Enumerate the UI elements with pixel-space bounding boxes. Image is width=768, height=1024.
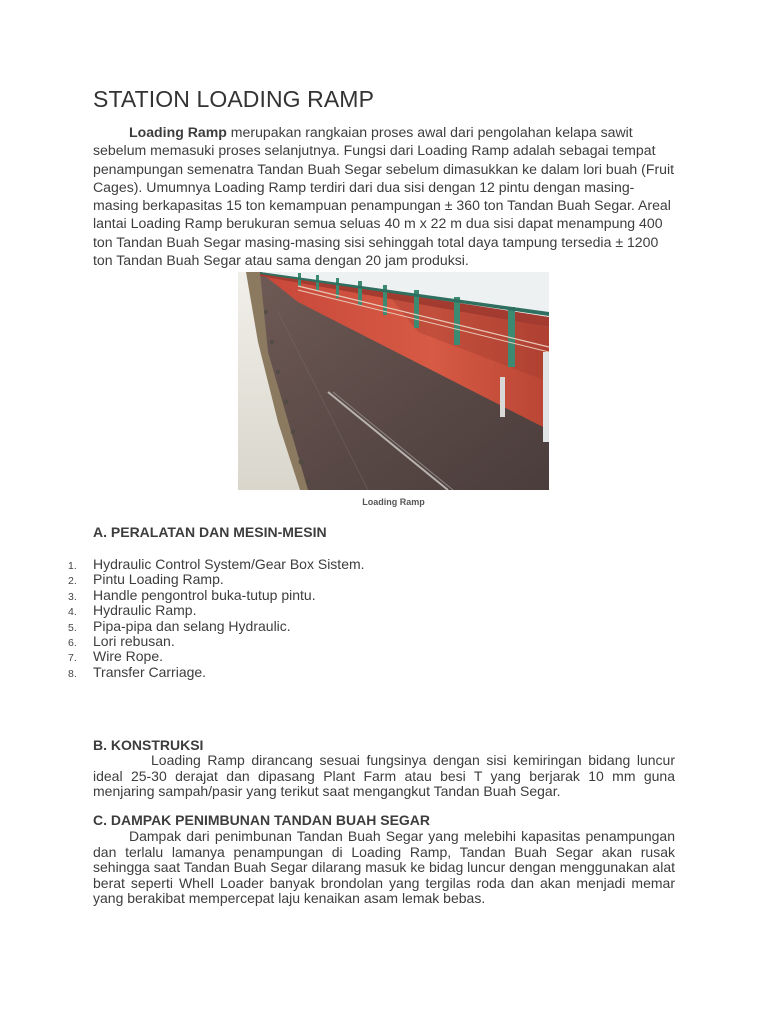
list-number: 7. bbox=[68, 652, 77, 665]
list-number: 6. bbox=[68, 636, 77, 649]
list-number: 8. bbox=[68, 667, 77, 680]
list-item bbox=[68, 603, 365, 618]
list-item bbox=[68, 619, 365, 634]
list-number: 5. bbox=[68, 621, 77, 634]
section-b-paragraph: Loading Ramp dirancang sesuai fungsinya dengan sisi kemiringan bidang luncur ideal 25-30 derajat dan dipasang Plant Farm atau besi T yang berjarak 10 mm guna menjaring sampah/pasir yang terikut saat mengangkut Tandan Buah Segar. bbox=[93, 752, 675, 799]
list-item-text: Hydraulic Control System/Gear Box Sistem. bbox=[93, 556, 365, 572]
intro-paragraph bbox=[93, 123, 678, 269]
list-item bbox=[68, 588, 365, 603]
list-item bbox=[68, 572, 365, 587]
list-item-text: Hydraulic Ramp. bbox=[93, 602, 197, 619]
list-number: 4. bbox=[68, 606, 77, 619]
section-a-heading: A. PERALATAN DAN MESIN-MESIN bbox=[93, 524, 327, 540]
list-number: 3. bbox=[68, 590, 77, 603]
list-item-text: Transfer Carriage. bbox=[93, 663, 207, 680]
intro-text: merupakan rangkaian proses awal dari pengolahan kelapa sawit sebelum memasuki proses selanjutnya. Fungsi dari Loading Ramp adalah sebagai tempat penampungan semenatra Tandan Buah Segar sebelum dimasukkan ke dalam lori buah (Fruit Cages). Umumnya Loading Ramp terdiri dari dua sisi dengan 12 pintu dengan masing-masing berkapasitas 15 ton kemampuan penampungan ± 360 ton Tandan Buah Segar. Areal lantai Loading Ramp berukuran semua seluas 40 m x 22 m dua sisi dapat menampung 400 ton Tandan Buah Segar masing-masing sisi sehinggah total daya tampung tersedia ± 1200 ton Tandan Buah Segar atau sama dengan 20 jam produksi. bbox=[93, 124, 675, 269]
photo-caption: Loading Ramp bbox=[362, 497, 425, 507]
intro-bold-lead: Loading Ramp bbox=[129, 124, 227, 140]
list-item bbox=[68, 649, 365, 664]
list-item bbox=[68, 634, 365, 649]
list-item-text: Handle pengontrol buka-tutup pintu. bbox=[93, 586, 316, 603]
list-item-text: Lori rebusan. bbox=[93, 632, 175, 649]
list-item-text: Pintu Loading Ramp. bbox=[93, 571, 224, 588]
list-number: 2. bbox=[68, 575, 77, 588]
section-c-heading: C. DAMPAK PENIMBUNAN TANDAN BUAH SEGAR bbox=[93, 812, 431, 828]
loading-ramp-photo bbox=[238, 272, 549, 490]
equipment-list bbox=[68, 557, 365, 680]
page-title: STATION LOADING RAMP bbox=[93, 86, 375, 112]
section-b-heading: B. KONSTRUKSI bbox=[93, 737, 204, 753]
list-item-text: Pipa-pipa dan selang Hydraulic. bbox=[93, 617, 291, 634]
list-number: 1. bbox=[68, 560, 77, 572]
list-item bbox=[68, 665, 365, 680]
list-item bbox=[68, 557, 365, 572]
list-item-text: Wire Rope. bbox=[93, 648, 164, 665]
section-c-paragraph: Dampak dari penimbunan Tandan Buah Segar yang melebihi kapasitas penampungan dan terlalu lamanya penampungan di Loading Ramp, Tandan Buah Segar akan rusak sehingga saat Tandan Buah Segar dilarang masuk ke bidag luncur dengan menggunakan alat berat seperti Whell Loader banyak brondolan yang tergilas roda dan akan menjadi memar yang berakibat mempercepat laju kenaikan asam lemak bebas. bbox=[93, 828, 675, 906]
